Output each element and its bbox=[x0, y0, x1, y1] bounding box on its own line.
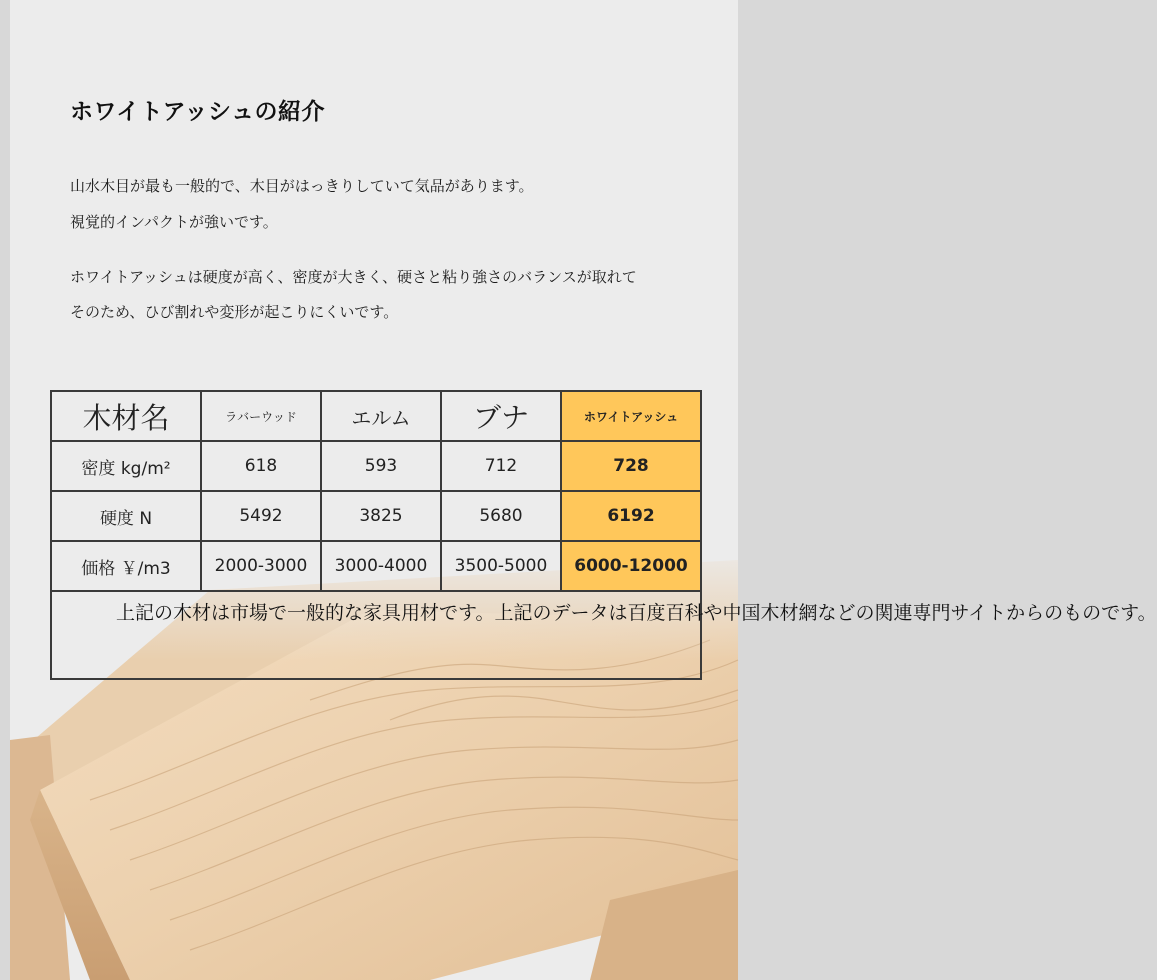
table-note: 上記の木材は市場で一般的な家具用材です。上記のデータは百度百科や中国木材網などの関連専門サイトからのものです。 bbox=[116, 602, 1157, 624]
table-cell: 3500-5000 bbox=[441, 541, 561, 591]
paragraph-3: ホワイトアッシュは硬度が高く、密度が大きく、硬さと粘り強さのバランスが取れて bbox=[70, 268, 637, 286]
row-label: 価格 ￥/m3 bbox=[51, 541, 201, 591]
wood-comparison-table bbox=[50, 390, 1157, 680]
table-cell: 2000-3000 bbox=[201, 541, 321, 591]
header-elm: エルム bbox=[321, 391, 441, 441]
row-label: 硬度 N bbox=[51, 491, 201, 541]
table-header-row bbox=[51, 391, 701, 441]
table-cell: 593 bbox=[321, 441, 441, 491]
table-cell: 3825 bbox=[321, 491, 441, 541]
header-beech: ブナ bbox=[441, 391, 561, 441]
table-cell: 3000-4000 bbox=[321, 541, 441, 591]
paragraph-1: 山水木目が最も一般的で、木目がはっきりしていて気品があります。 bbox=[70, 177, 534, 195]
table-row-price bbox=[51, 541, 701, 591]
table-cell: 5680 bbox=[441, 491, 561, 541]
table-note-cell bbox=[51, 591, 1157, 679]
table-cell-highlight: 6000-12000 bbox=[561, 541, 701, 591]
table-cell: 5492 bbox=[201, 491, 321, 541]
table-note-row bbox=[51, 591, 701, 679]
paragraph-4: そのため、ひび割れや変形が起こりにくいです。 bbox=[70, 303, 399, 321]
row-label: 密度 kg/m² bbox=[51, 441, 201, 491]
header-white-ash: ホワイトアッシュ bbox=[561, 391, 701, 441]
table-cell: 712 bbox=[441, 441, 561, 491]
table-cell: 618 bbox=[201, 441, 321, 491]
page-title: ホワイトアッシュの紹介 bbox=[70, 99, 326, 125]
header-rubberwood: ラバーウッド bbox=[201, 391, 321, 441]
table-row-hardness bbox=[51, 491, 701, 541]
header-wood-name: 木材名 bbox=[51, 391, 201, 441]
paragraph-2: 視覚的インパクトが強いです。 bbox=[70, 213, 278, 231]
table-row-density bbox=[51, 441, 701, 491]
table-cell-highlight: 728 bbox=[561, 441, 701, 491]
product-card bbox=[10, 0, 1157, 980]
table-cell-highlight: 6192 bbox=[561, 491, 701, 541]
